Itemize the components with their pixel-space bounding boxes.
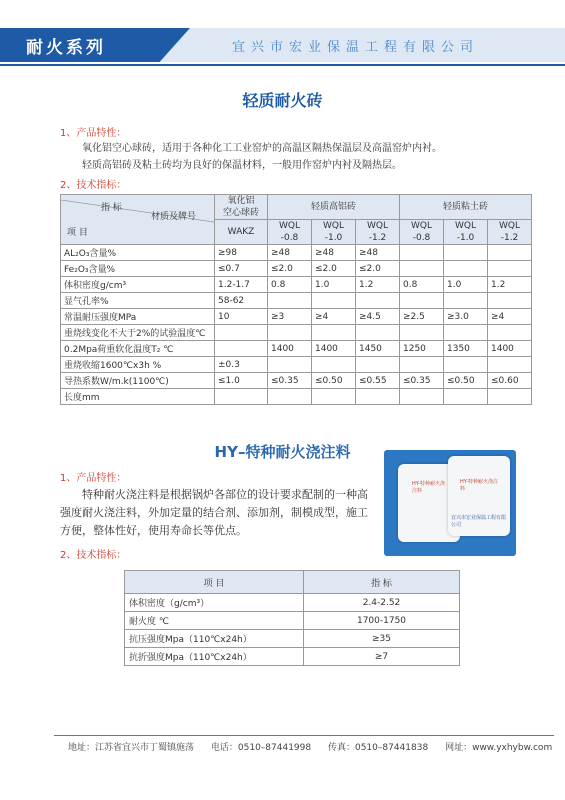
row-label: 重烧线变化不大于2%的试验温度℃ bbox=[61, 325, 215, 341]
grade-code-cell: WQL -1.2 bbox=[356, 220, 400, 245]
table-cell bbox=[488, 261, 532, 277]
row-value: 2.4-2.52 bbox=[304, 594, 460, 612]
table-cell bbox=[400, 357, 444, 373]
table-cell bbox=[488, 357, 532, 373]
section2-title: HY–特种耐火浇注料 bbox=[214, 443, 351, 461]
table-cell bbox=[268, 389, 312, 405]
table-row bbox=[61, 325, 532, 341]
table-row bbox=[125, 594, 460, 612]
table-cell bbox=[444, 357, 488, 373]
table-row bbox=[61, 261, 532, 277]
section2-feature-line-3: 方便，整体性好，使用寿命长等优点。 bbox=[60, 524, 247, 537]
refractory-brick-table bbox=[60, 194, 532, 405]
table-row bbox=[125, 648, 460, 666]
row-label: 体积密度g/cm³ bbox=[61, 277, 215, 293]
table-cell bbox=[356, 293, 400, 309]
table-cell: ≥48 bbox=[356, 245, 400, 261]
table-cell bbox=[312, 293, 356, 309]
table-row bbox=[125, 612, 460, 630]
footer-phone: 电话：0510–87441998 bbox=[210, 743, 312, 753]
table-cell: 1.2 bbox=[488, 277, 532, 293]
row-value: 1700-1750 bbox=[304, 612, 460, 630]
table-cell: ≤0.55 bbox=[356, 373, 400, 389]
section1-tech-heading: 2、技术指标： bbox=[60, 180, 127, 191]
table-cell bbox=[312, 389, 356, 405]
header-divider bbox=[0, 64, 565, 66]
table-cell: 1350 bbox=[444, 341, 488, 357]
table-cell: ≥3 bbox=[268, 309, 312, 325]
row-label: 抗折强度Mpa（110℃x24h） bbox=[125, 648, 304, 666]
table-cell bbox=[312, 357, 356, 373]
table-cell: 1450 bbox=[356, 341, 400, 357]
footer bbox=[68, 740, 565, 753]
table-cell bbox=[444, 389, 488, 405]
footer-divider bbox=[54, 735, 554, 736]
table-cell: 1400 bbox=[268, 341, 312, 357]
table-cell bbox=[444, 325, 488, 341]
table-cell: 0.8 bbox=[268, 277, 312, 293]
grade-code-cell: WQL -1.0 bbox=[312, 220, 356, 245]
group-wakz-line2: 空心球砖 bbox=[222, 208, 259, 218]
bag-front-label: HY-特种耐火浇注料 bbox=[412, 481, 446, 494]
table-row bbox=[61, 277, 532, 293]
bag-back-label: HY-特种耐火浇注料 bbox=[460, 479, 499, 492]
table-cell: ≥48 bbox=[312, 245, 356, 261]
footer-address: 地址：江苏省宜兴市丁蜀镇施荡 bbox=[68, 743, 195, 753]
section2-tech-heading: 2、技术指标： bbox=[60, 550, 127, 561]
corner-bottom-label: 项 目 bbox=[67, 227, 88, 238]
table-cell bbox=[488, 245, 532, 261]
table-cell bbox=[356, 325, 400, 341]
row-label: 体积密度（g/cm³） bbox=[125, 594, 304, 612]
table-cell bbox=[356, 389, 400, 405]
table-cell: ≤0.50 bbox=[444, 373, 488, 389]
table-cell: 1400 bbox=[488, 341, 532, 357]
table-cell bbox=[400, 261, 444, 277]
group-header-high-alumina: 轻质高铝砖 bbox=[268, 195, 400, 220]
row-label: 耐火度 ℃ bbox=[125, 612, 304, 630]
table-cell: ≤2.0 bbox=[356, 261, 400, 277]
footer-website: 网址：www.yxhybw.com bbox=[445, 743, 553, 753]
grade-code-cell: WQL -1.0 bbox=[444, 220, 488, 245]
table-cell bbox=[488, 389, 532, 405]
row-label: 0.2Mpa荷重软化温度T₂ ℃ bbox=[61, 341, 215, 357]
table-row bbox=[125, 630, 460, 648]
grade-code-cell: WAKZ bbox=[215, 220, 268, 245]
table-cell bbox=[400, 389, 444, 405]
table-cell: ≥98 bbox=[215, 245, 268, 261]
company-name: 宜兴市宏业保温工程有限公司 bbox=[232, 40, 480, 55]
table-cell: 1250 bbox=[400, 341, 444, 357]
table-cell bbox=[215, 325, 268, 341]
table-cell: ≤2.0 bbox=[268, 261, 312, 277]
table-cell bbox=[444, 261, 488, 277]
table-row bbox=[61, 373, 532, 389]
row-label: 导热系数W/m.k(1100℃) bbox=[61, 373, 215, 389]
table-row bbox=[61, 309, 532, 325]
table-row bbox=[61, 357, 532, 373]
bag-back bbox=[448, 456, 510, 536]
table-row bbox=[61, 341, 532, 357]
row-value: ≥35 bbox=[304, 630, 460, 648]
table-cell: ≤0.50 bbox=[312, 373, 356, 389]
table-corner-cell bbox=[61, 195, 215, 245]
table-cell: 58-62 bbox=[215, 293, 268, 309]
table-cell: 1.2-1.7 bbox=[215, 277, 268, 293]
corner-mid-label: 材质及牌号 bbox=[151, 211, 197, 222]
table-cell bbox=[444, 245, 488, 261]
row-label: 显气孔率% bbox=[61, 293, 215, 309]
table-cell bbox=[268, 325, 312, 341]
table-cell: ≥4 bbox=[488, 309, 532, 325]
row-label: 长度mm bbox=[61, 389, 215, 405]
header-item: 项 目 bbox=[125, 571, 304, 594]
header-index: 指 标 bbox=[304, 571, 460, 594]
footer-fax: 传真：0510–87441838 bbox=[327, 743, 429, 753]
group-header-clay: 轻质粘土砖 bbox=[400, 195, 532, 220]
row-value: ≥7 bbox=[304, 648, 460, 666]
product-bags-image bbox=[384, 450, 516, 556]
table-cell bbox=[215, 389, 268, 405]
section1-title: 轻质耐火砖 bbox=[242, 91, 323, 110]
table-cell bbox=[312, 325, 356, 341]
grade-code-cell: WQL -0.8 bbox=[400, 220, 444, 245]
table-cell: ≤1.0 bbox=[215, 373, 268, 389]
table-cell bbox=[215, 341, 268, 357]
table-cell bbox=[400, 245, 444, 261]
table-row bbox=[61, 293, 532, 309]
section2-features-text bbox=[60, 486, 368, 540]
table-row bbox=[61, 389, 532, 405]
table-cell: ≥4.5 bbox=[356, 309, 400, 325]
table-cell: 1.0 bbox=[312, 277, 356, 293]
table-cell: ≥4 bbox=[312, 309, 356, 325]
section1-feature-2: 轻质高铝砖及粘土砖均为良好的保温材料，一般用作窑炉内衬及隔热层。 bbox=[82, 160, 402, 171]
table-cell bbox=[356, 357, 400, 373]
table-cell: ≤0.35 bbox=[268, 373, 312, 389]
table-cell: ≤0.60 bbox=[488, 373, 532, 389]
table-cell bbox=[268, 357, 312, 373]
row-label: 常温耐压强度MPa bbox=[61, 309, 215, 325]
row-label: 重烧收缩1600℃x3h % bbox=[61, 357, 215, 373]
section1-feature-1: 氧化铝空心球砖，适用于各种化工工业窑炉的高温区隔热保温层及高温窑炉内衬。 bbox=[82, 143, 442, 154]
table-cell: ≤0.7 bbox=[215, 261, 268, 277]
table-cell: ≤0.35 bbox=[400, 373, 444, 389]
table-cell bbox=[488, 325, 532, 341]
table-cell bbox=[488, 293, 532, 309]
table-cell: 10 bbox=[215, 309, 268, 325]
table-cell: 1.0 bbox=[444, 277, 488, 293]
grade-code-cell: WQL -1.2 bbox=[488, 220, 532, 245]
table-cell: ≤2.0 bbox=[312, 261, 356, 277]
row-label: 抗压强度Mpa（110℃x24h） bbox=[125, 630, 304, 648]
table-cell: 1.2 bbox=[356, 277, 400, 293]
table-cell bbox=[268, 293, 312, 309]
table-cell bbox=[400, 293, 444, 309]
group-header-wakz bbox=[215, 195, 268, 220]
table-cell: ≥48 bbox=[268, 245, 312, 261]
group-wakz-line1: 氧化铝 bbox=[227, 196, 255, 206]
row-label: AL₂O₃含量% bbox=[61, 245, 215, 261]
table-cell bbox=[444, 293, 488, 309]
row-label: Fe₂O₃含量% bbox=[61, 261, 215, 277]
grade-code-cell: WQL -0.8 bbox=[268, 220, 312, 245]
section2-feature-line-1: 特种耐火浇注料是根据锅炉各部位的设计要求配制的一种高 bbox=[82, 488, 368, 501]
table-cell: 0.8 bbox=[400, 277, 444, 293]
table-row bbox=[61, 245, 532, 261]
castable-spec-table bbox=[124, 570, 460, 666]
table-cell: ±0.3 bbox=[215, 357, 268, 373]
table-cell: ≥3.0 bbox=[444, 309, 488, 325]
section1-features-heading: 1、产品特性： bbox=[60, 128, 127, 139]
series-title: 耐火系列 bbox=[26, 38, 106, 58]
table-cell: 1400 bbox=[312, 341, 356, 357]
corner-top-label: 指 标 bbox=[101, 202, 122, 213]
section2-features-heading: 1、产品特性： bbox=[60, 473, 127, 484]
section2-feature-line-2: 强度耐火浇注料，外加定量的结合剂、添加剂，制模成型，施工 bbox=[60, 506, 368, 519]
table-cell bbox=[400, 325, 444, 341]
bag-back-maker: 宜兴市宏业保温工程有限公司 bbox=[451, 515, 507, 528]
table-cell: ≥2.5 bbox=[400, 309, 444, 325]
